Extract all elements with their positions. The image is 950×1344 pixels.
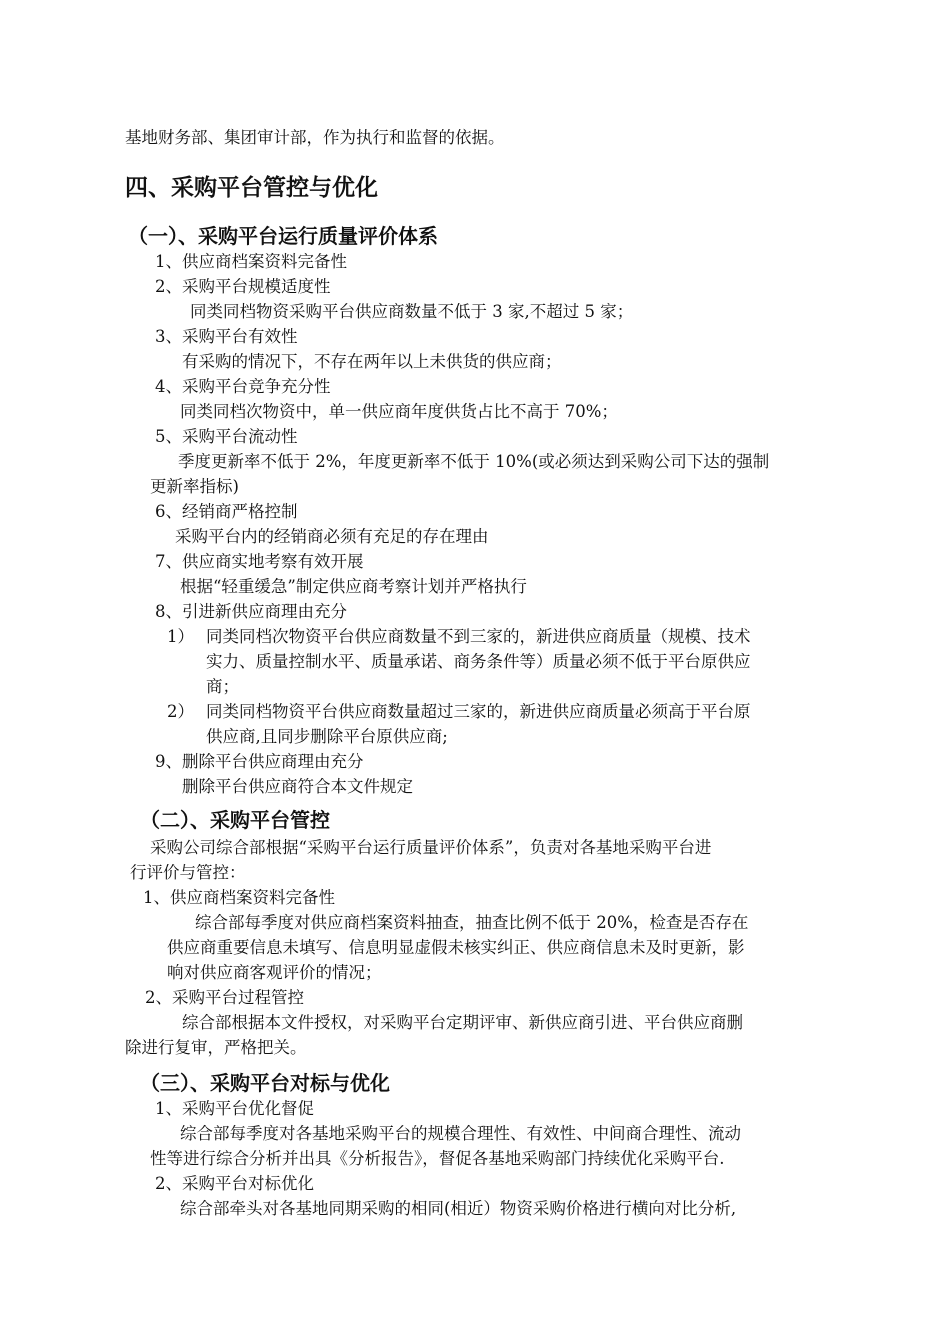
paragraph-line: 基地财务部、集团审计部，作为执行和监督的依据。 — [125, 128, 505, 147]
paragraph-line: 综合部每季度对供应商档案资料抽查，抽查比例不低于 20%，检查是否存在 — [195, 913, 749, 932]
list-item: 3、采购平台有效性 — [155, 327, 298, 346]
list-item: 5、采购平台流动性 — [155, 427, 298, 446]
paragraph-line: 同类同档次物资中，单一供应商年度供货占比不高于 70%； — [180, 402, 618, 421]
paragraph-line: 采购平台内的经销商必须有充足的存在理由 — [175, 527, 489, 546]
paragraph-line: 同类同档次物资平台供应商数量不到三家的，新进供应商质量（规模、技术 — [206, 627, 751, 646]
list-item: 1、供应商档案资料完备性 — [155, 252, 347, 271]
paragraph-line: 商； — [206, 677, 239, 696]
list-item: 2、采购平台过程管控 — [145, 988, 304, 1007]
paragraph-line: 供应商重要信息未填写、信息明显虚假未核实纠正、供应商信息未及时更新，影 — [167, 938, 745, 957]
subsection-heading: （三）、采购平台对标与优化 — [140, 1071, 390, 1095]
list-item: 7、供应商实地考察有效开展 — [155, 552, 364, 571]
list-item: 9、删除平台供应商理由充分 — [155, 752, 364, 771]
paragraph-line: 有采购的情况下，不存在两年以上未供货的供应商； — [182, 352, 562, 371]
paragraph-line: 综合部牵头对各基地同期采购的相同(相近）物资采购价格进行横向对比分析, — [180, 1199, 737, 1218]
subsection-heading: （一）、采购平台运行质量评价体系 — [128, 224, 438, 248]
paragraph-line: 根据“轻重缓急”制定供应商考察计划并严格执行 — [180, 577, 527, 596]
list-item: 1、采购平台优化督促 — [155, 1099, 314, 1118]
paragraph-line: 同类同档物资平台供应商数量超过三家的，新进供应商质量必须高于平台原 — [206, 702, 751, 721]
paragraph-line: 季度更新率不低于 2%，年度更新率不低于 10%(或必须达到采购公司下达的强制 — [178, 452, 770, 471]
paragraph-line: 更新率指标) — [150, 477, 239, 496]
paragraph-line: 同类同档物资采购平台供应商数量不低于 3 家,不超过 5 家； — [190, 302, 634, 321]
list-number: 1） — [167, 627, 194, 646]
list-item: 4、采购平台竞争充分性 — [155, 377, 331, 396]
paragraph-line: 除进行复审，严格把关。 — [125, 1038, 307, 1057]
subsection-heading: （二）、采购平台管控 — [140, 808, 330, 832]
paragraph-line: 响对供应商客观评价的情况； — [167, 963, 382, 982]
paragraph-line: 删除平台供应商符合本文件规定 — [182, 777, 413, 796]
paragraph-line: 实力、质量控制水平、质量承诺、商务条件等）质量必须不低于平台原供应 — [206, 652, 751, 671]
section-heading: 四、采购平台管控与优化 — [125, 175, 378, 201]
paragraph-line: 综合部每季度对各基地采购平台的规模合理性、有效性、中间商合理性、流动 — [180, 1124, 741, 1143]
paragraph-line: 采购公司综合部根据“采购平台运行质量评价体系”，负责对各基地采购平台进 — [150, 838, 712, 857]
list-item: 2、采购平台对标优化 — [155, 1174, 314, 1193]
paragraph-line: 综合部根据本文件授权，对采购平台定期评审、新供应商引进、平台供应商删 — [182, 1013, 743, 1032]
list-item: 6、经销商严格控制 — [155, 502, 298, 521]
list-item: 8、引进新供应商理由充分 — [155, 602, 347, 621]
list-item: 2、采购平台规模适度性 — [155, 277, 331, 296]
paragraph-line: 性等进行综合分析并出具《分析报告》，督促各基地采购部门持续优化采购平台. — [150, 1149, 725, 1168]
paragraph-line: 行评价与管控： — [130, 863, 246, 882]
paragraph-line: 供应商,且同步删除平台原供应商; — [206, 727, 448, 746]
list-item: 1、供应商档案资料完备性 — [143, 888, 335, 907]
list-number: 2） — [167, 702, 194, 721]
